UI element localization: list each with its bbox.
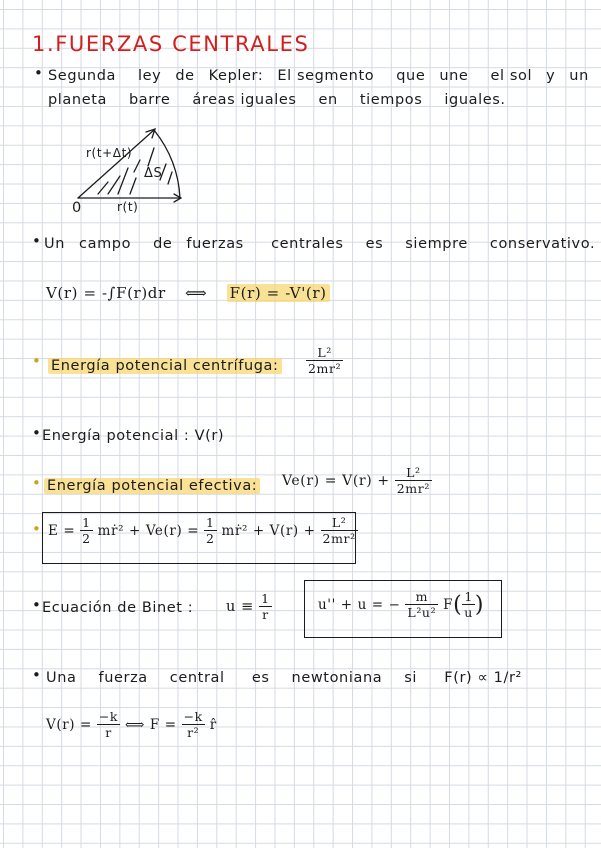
bullet-dot: •	[32, 424, 41, 442]
binet-equation: u'' + u = − $\frac{m}{\text{L²u²}}$ F( $\frac{1}{u}$ )	[318, 589, 485, 620]
centrifugal-formula: $\frac{\text{L²}}{\text{2mr²}}$	[308, 345, 342, 376]
centrifugal-label: Energía potencial centrífuga:	[48, 358, 282, 374]
kepler-line-2: planeta barre áreas iguales en tiempos iguales.	[48, 92, 506, 108]
energy-equation: E = $\frac{1}{2}$ mṙ² + Ve(r) = $\frac{1}{2}$ mṙ² + V(r) + $\frac{\text{L²}}{\text{2mr²}}$	[48, 515, 356, 546]
bullet-dot: •	[32, 232, 41, 250]
binet-u-definition: u ≡ $\frac{1}{r}$	[226, 591, 270, 622]
diagram-label-ds: ΔS	[144, 166, 163, 181]
bullet-dot: •	[32, 474, 41, 492]
diagram-label-r-t-dt: r(t+Δt)	[86, 146, 133, 160]
binet-label: Ecuación de Binet :	[42, 600, 194, 616]
diagram-label-origin: 0	[72, 200, 82, 216]
effective-formula: Ve(r) = V(r) + $\frac{\text{L²}}{\text{2mr²}}$	[282, 465, 430, 496]
bullet-dot: •	[32, 596, 41, 614]
bullet-dot: •	[32, 666, 41, 684]
diagram-label-r-t: r(t)	[117, 200, 139, 214]
bullet-dot: •	[34, 64, 43, 82]
page-title: 1.FUERZAS CENTRALES	[32, 32, 310, 56]
force-gradient-highlight: F(r) = -V'(r)	[227, 284, 330, 302]
bullet-dot: •	[32, 352, 41, 370]
effective-label: Energía potencial efectiva:	[44, 478, 260, 494]
newtonian-statement: Una fuerza central es newtoniana si F(r) ∝ 1/r²	[46, 670, 522, 686]
newtonian-formula: V(r) = $\frac{-k}{r}$ ⟺ F = $\frac{-k}{\text{r²}}$ r̂	[46, 709, 217, 740]
conservative-statement: Un campo de fuerzas centrales es siempre conservativo.	[44, 236, 596, 252]
bullet-dot: •	[32, 520, 41, 538]
kepler-area-diagram	[68, 120, 208, 210]
kepler-line-1: Segunda ley de Kepler: El segmento que une el sol y un	[48, 68, 589, 84]
potential-integral-formula: V(r) = -∫F(r)dr ⟺ F(r) = -V'(r)	[46, 284, 330, 302]
potential-energy-label: Energía potencial : V(r)	[42, 428, 225, 444]
